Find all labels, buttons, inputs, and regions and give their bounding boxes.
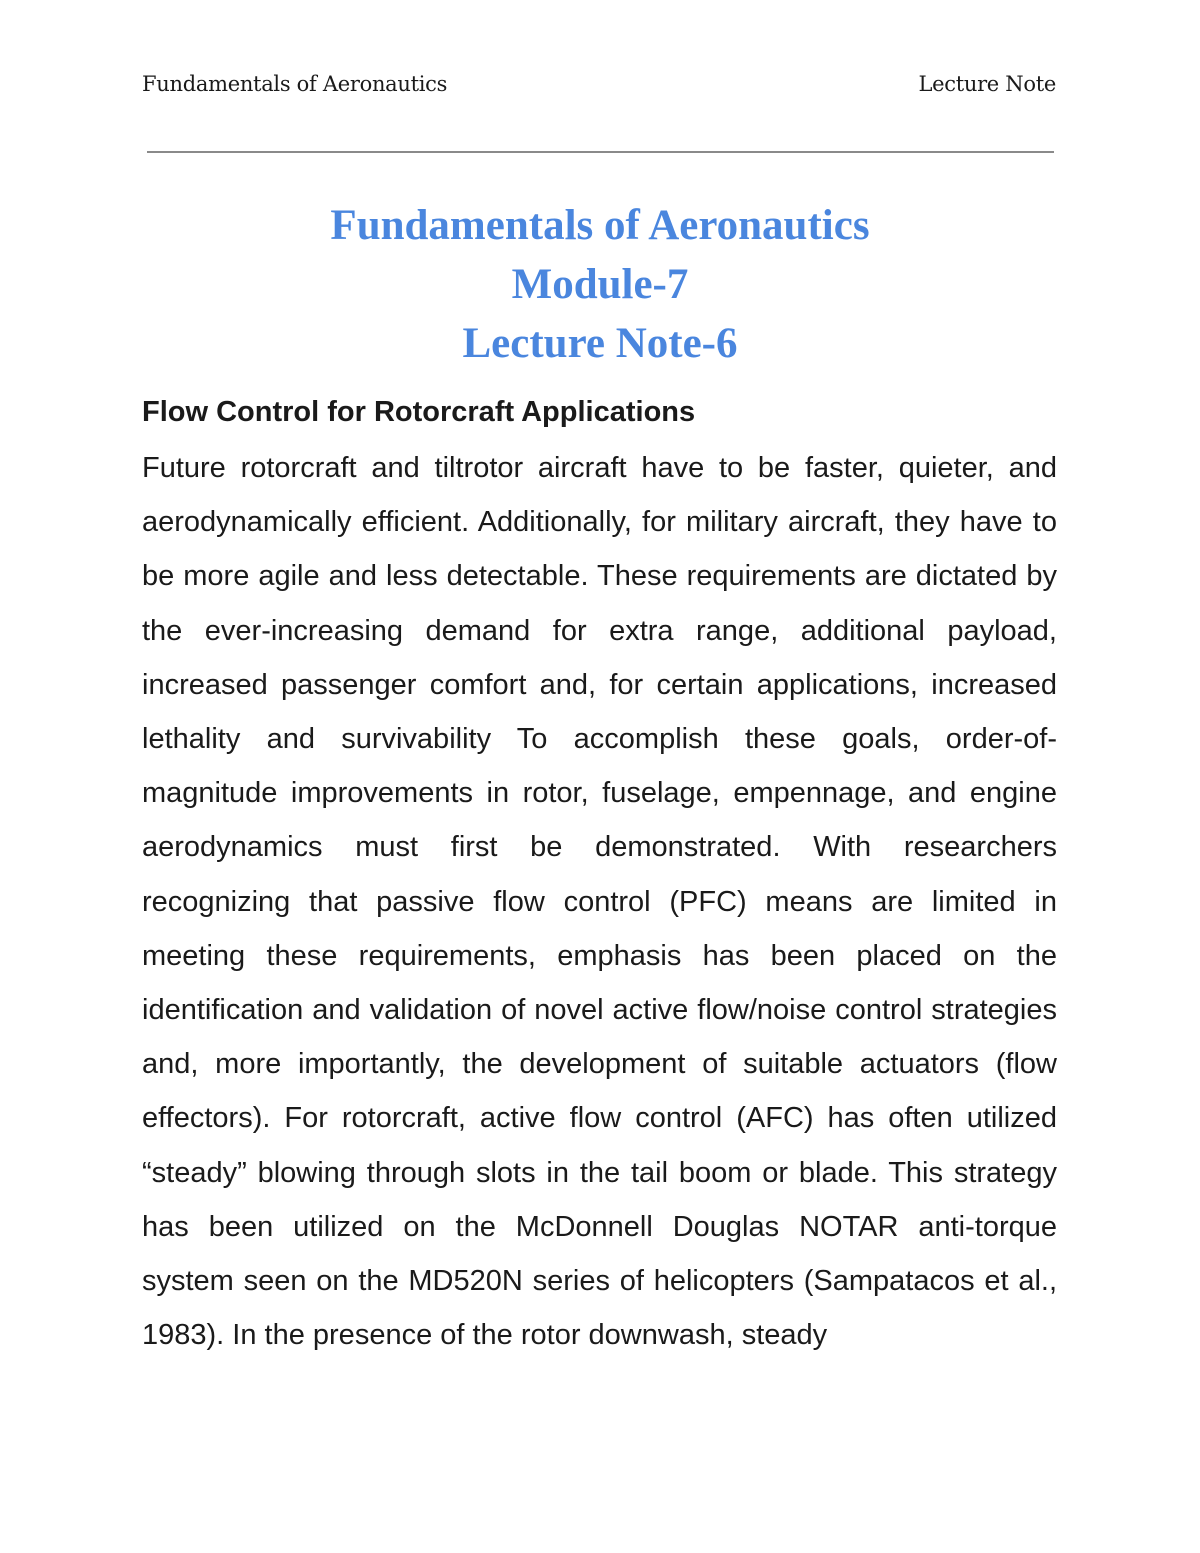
title-lecture: Lecture Note-6 (462, 320, 738, 367)
body-paragraph: Future rotorcraft and tiltrotor aircraft have to be faster, quieter, and aerodynamically efficient. Additionally, for military aircraft, they have to be more agile and less detectable. These requirements are dictated by the ever-increasing demand for extra range, additional payload, increased passenger comfort and, for certain applications, increased lethality and survivability To accomplish these goals, order-of-magnitude improvements in rotor, fuselage, empennage, and engine aerodynamics must first be demonstrated. With researchers recognizing that passive flow control (PFC) means are limited in meeting these requirements, emphasis has been placed on the identification and validation of novel active flow/noise control strategies and, more importantly, the development of suitable actuators (flow effectors). For rotorcraft, active flow control (AFC) has often utilized “steady” blowing through slots in the tail boom or blade. This strategy has been utilized on the McDonnell Douglas NOTAR anti-torque system seen on the MD520N series of helicopters (Sampatacos et al., 1983). In the presence of the rotor downwash, steady (142, 452, 1057, 1352)
title-course: Fundamentals of Aeronautics (330, 202, 870, 249)
header-left-title: Fundamentals of Aeronautics (142, 72, 448, 96)
page-header (142, 72, 1056, 96)
header-divider (147, 151, 1054, 153)
document-title (0, 196, 1200, 373)
section-heading: Flow Control for Rotorcraft Applications (142, 396, 696, 428)
header-right-title: Lecture Note (918, 72, 1056, 96)
title-module: Module-7 (511, 261, 689, 308)
